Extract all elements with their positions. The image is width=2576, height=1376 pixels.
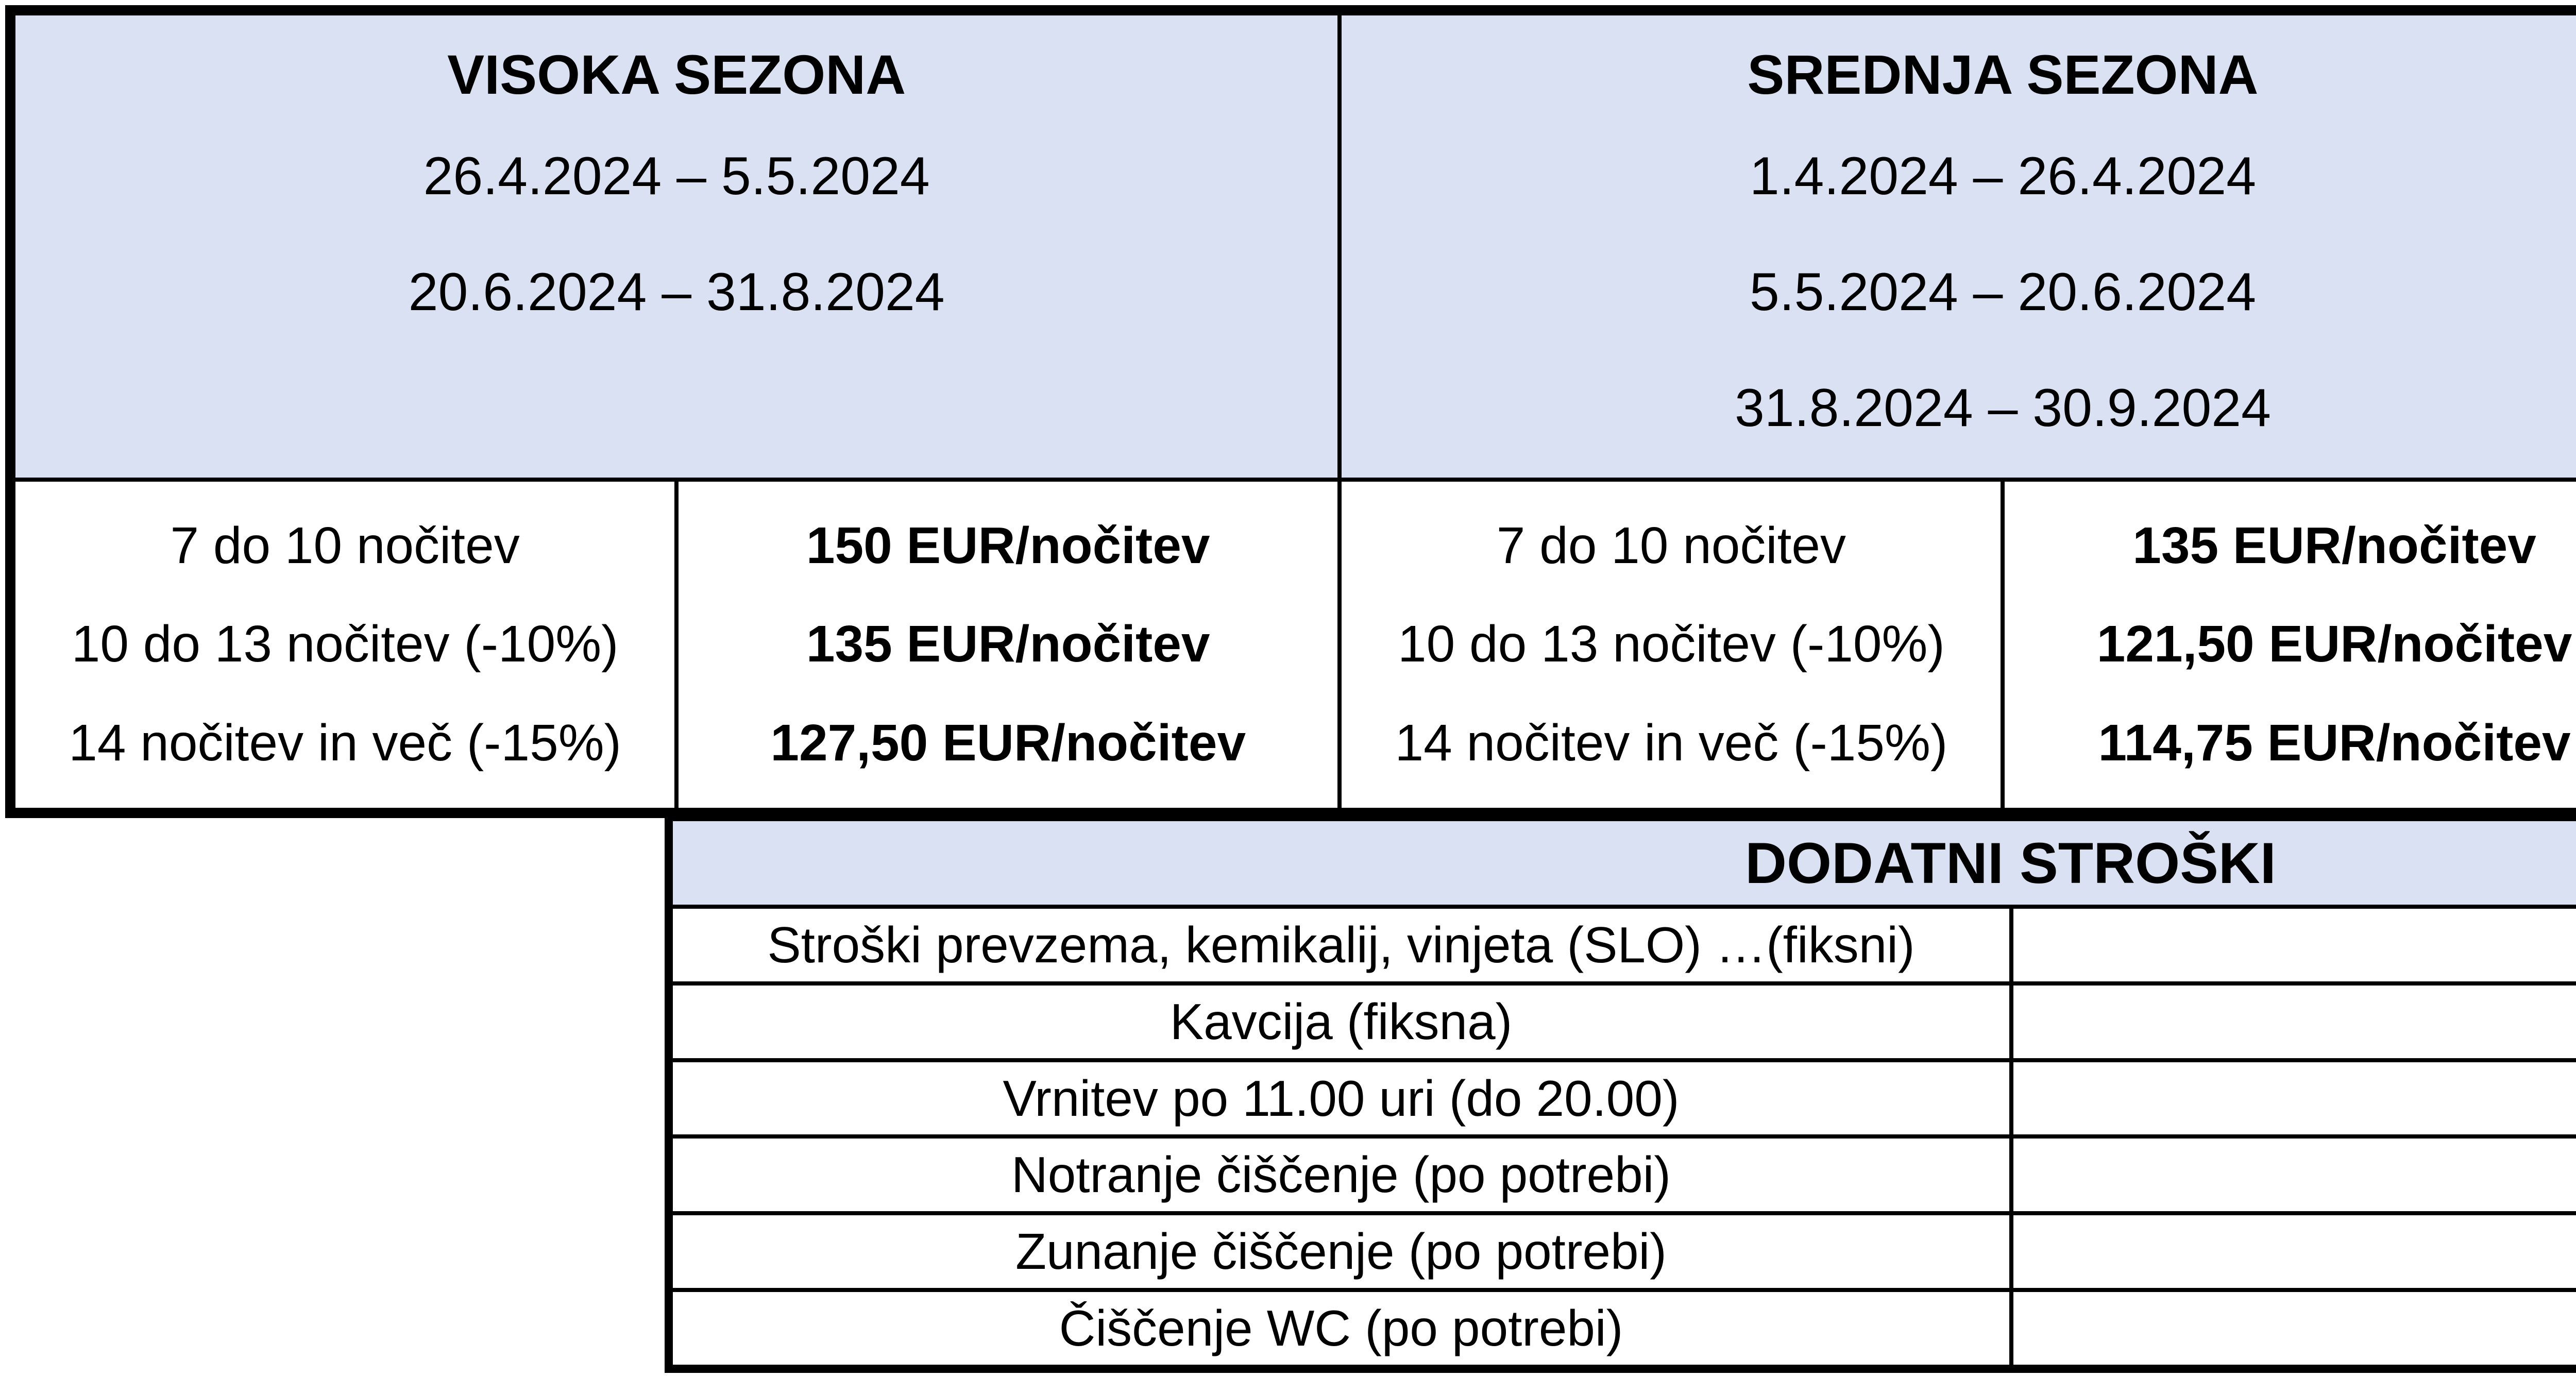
extra-cost-item: Čiščenje WC (po potrebi) [673,1292,2009,1365]
season-price-table [5,5,2576,818]
rate-label: 10 do 13 nočitev (-10%) [71,615,619,673]
rate-labels [15,482,674,808]
season-date-range: 5.5.2024 – 20.6.2024 [1749,262,2257,322]
extra-cost-price [2013,1215,2576,1288]
rate-prices [679,482,1337,808]
season-title: VISOKA SEZONA [447,43,906,106]
rate-labels [1342,482,2001,808]
extra-cost-item: Stroški prevzema, kemikalij, vinjeta (SLO) …(fiksni) [673,909,2009,981]
season-date-range: 26.4.2024 – 5.5.2024 [423,146,930,206]
rate-price: 135 EUR/nočitev [2132,516,2536,574]
extra-cost-price [2013,1292,2576,1365]
table-row [673,1139,2576,1211]
rate-price: 121,50 EUR/nočitev [2096,615,2572,673]
extra-cost-item: Zunanje čiščenje (po potrebi) [673,1215,2009,1288]
extra-cost-price [2013,909,2576,981]
table-row [673,986,2576,1058]
rate-price: 135 EUR/nočitev [806,615,1210,673]
rate-price: 150 EUR/nočitev [806,516,1210,574]
table-row [673,1215,2576,1288]
extra-cost-item: Vrnitev po 11.00 uri (do 20.00) [673,1062,2009,1135]
extra-costs-title: DODATNI STROŠKI [673,821,2576,905]
rate-price: 127,50 EUR/nočitev [770,714,1246,772]
table-row [673,1292,2576,1365]
season-date-range: 1.4.2024 – 26.4.2024 [1749,146,2257,206]
table-row [673,909,2576,981]
season-header-high [15,15,1337,478]
season-title: SREDNJA SEZONA [1747,43,2259,106]
table-row [673,1062,2576,1135]
extra-cost-price [2013,1062,2576,1135]
extra-costs-table [665,813,2576,1373]
extra-cost-item: Notranje čiščenje (po potrebi) [673,1139,2009,1211]
season-date-range: 31.8.2024 – 30.9.2024 [1735,378,2271,438]
rate-prices [2005,482,2576,808]
season-rates-high [15,482,1337,808]
rate-label: 14 nočitev in več (-15%) [69,714,621,772]
extra-cost-item: Kavcija (fiksna) [673,986,2009,1058]
rate-label: 10 do 13 nočitev (-10%) [1398,615,1945,673]
season-header-mid [1342,15,2576,478]
rate-label: 14 nočitev in več (-15%) [1395,714,1948,772]
rate-price: 114,75 EUR/nočitev [2098,714,2571,772]
rate-label: 7 do 10 nočitev [1496,516,1846,574]
extra-cost-price [2013,986,2576,1058]
extra-cost-price [2013,1139,2576,1211]
rate-label: 7 do 10 nočitev [170,516,520,574]
season-date-range: 20.6.2024 – 31.8.2024 [408,262,945,322]
season-rates-mid [1342,482,2576,808]
